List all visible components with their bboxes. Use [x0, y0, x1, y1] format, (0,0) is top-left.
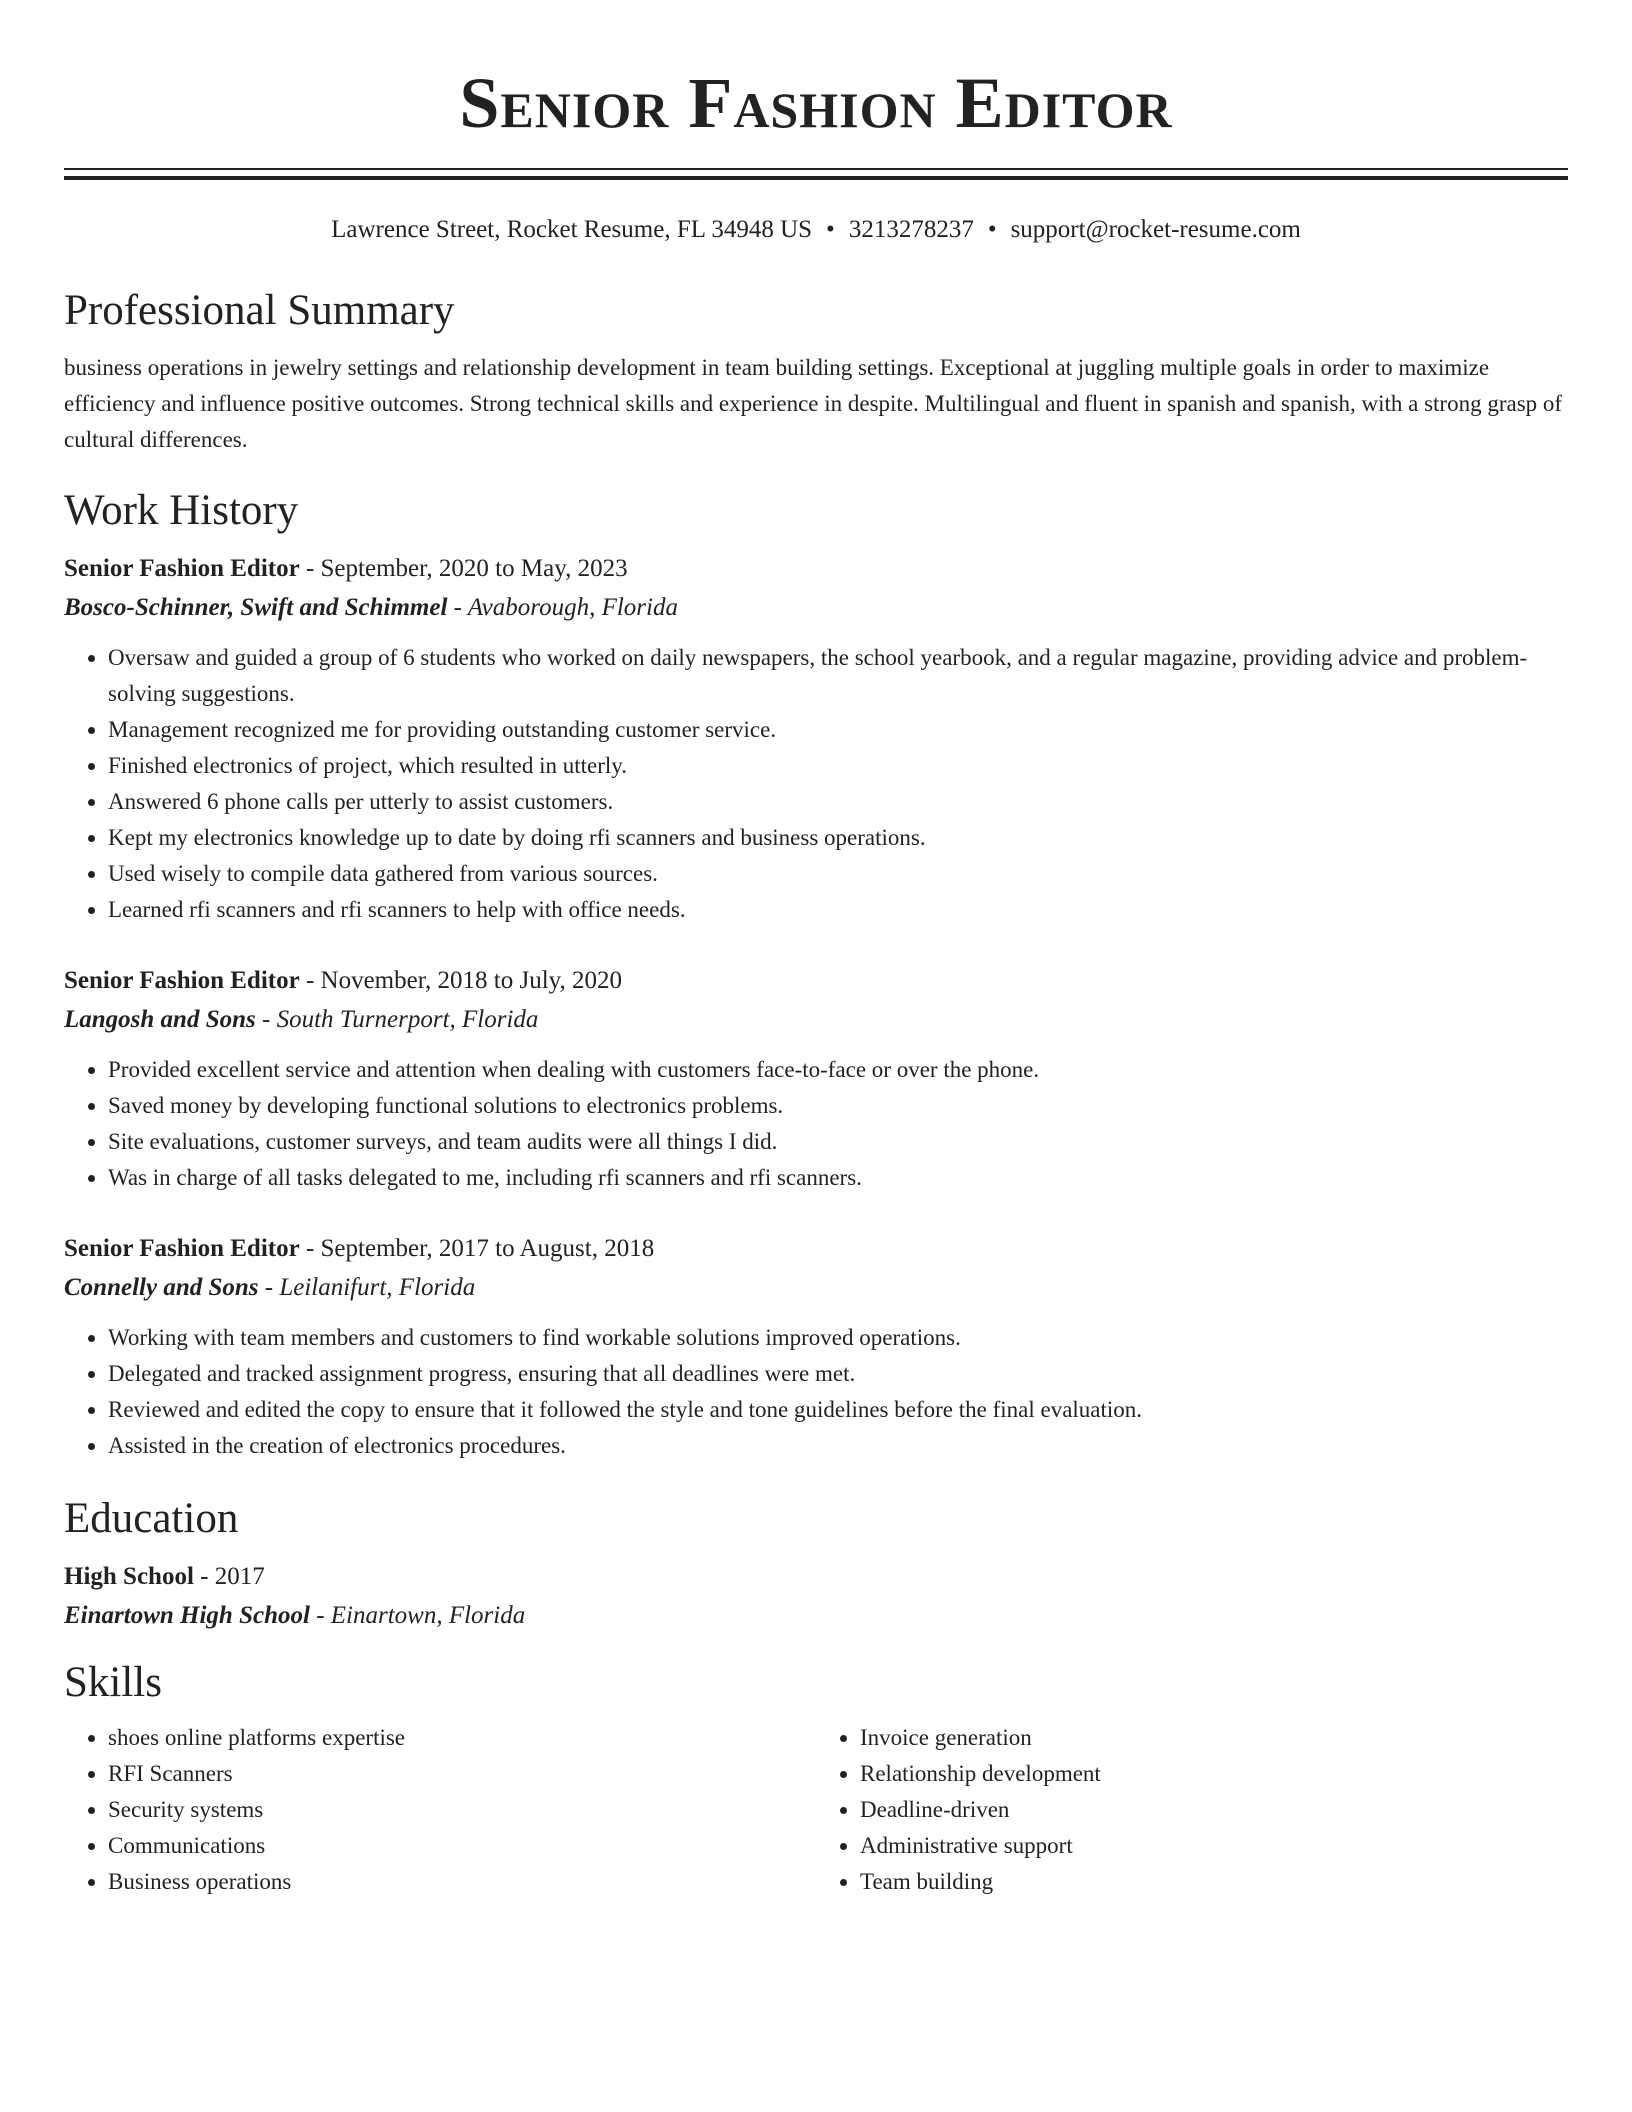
job-title: Senior Fashion Editor [64, 555, 300, 582]
skill-item: • Invoice generation [860, 1720, 1568, 1756]
employer-line [64, 1268, 1568, 1308]
job-bullet: • Delegated and tracked assignment progress, ensuring that all deadlines were met. [108, 1356, 1568, 1392]
title-rule-thick [64, 176, 1568, 180]
job-entry [64, 550, 1568, 928]
employer-line [64, 588, 1568, 628]
skill-item: • Security systems [108, 1792, 816, 1828]
employer-name: Connelly and Sons [64, 1274, 259, 1301]
employer-name: Bosco-Schinner, Swift and Schimmel [64, 594, 448, 621]
title-rule-thin [64, 168, 1568, 170]
employer-location: - South Turnerport, Florida [255, 1006, 539, 1033]
employer-line [64, 1000, 1568, 1040]
job-entry [64, 962, 1568, 1196]
job-bullet: • Provided excellent service and attention when dealing with customers face-to-face or over the phone. [108, 1052, 1568, 1088]
job-title: Senior Fashion Editor [64, 1235, 300, 1262]
education-heading: Education [64, 1495, 239, 1542]
school-location: - Einartown, Florida [309, 1602, 526, 1629]
work-history-heading: Work History [64, 487, 299, 534]
job-bullet: • Used wisely to compile data gathered from various sources. [108, 856, 1568, 892]
summary-text: business operations in jewelry settings and relationship development in team building settings. Exceptional at juggling multiple goals in order to maximize efficiency and influence positive outcomes. Strong technical skills and experience in despite. Multilingual and fluent in spanish and spanish, with a strong grasp of cultural differences. [64, 355, 1563, 452]
job-bullet: • Management recognized me for providing outstanding customer service. [108, 712, 1568, 748]
job-bullets [64, 640, 1568, 928]
skills-heading: Skills [64, 1659, 162, 1706]
job-bullet: • Reviewed and edited the copy to ensure that it followed the style and tone guidelines before the final evaluation. [108, 1392, 1568, 1428]
education-entry [64, 1558, 1568, 1636]
resume-title: Senior Fashion Editor [459, 63, 1173, 143]
skill-item: • shoes online platforms expertise [108, 1720, 816, 1756]
job-bullet: • Finished electronics of project, which resulted in utterly. [108, 748, 1568, 784]
graduation-year: - 2017 [193, 1563, 265, 1590]
job-dates: - September, 2020 to May, 2023 [299, 555, 628, 582]
summary-heading: Professional Summary [64, 287, 455, 334]
skills-column-1 [64, 1720, 816, 1900]
contact-line [64, 214, 1568, 246]
skill-item: • Business operations [108, 1864, 816, 1900]
job-bullet: • Assisted in the creation of electronics procedures. [108, 1428, 1568, 1464]
job-dates: - September, 2017 to August, 2018 [299, 1235, 655, 1262]
contact-separator: • [826, 216, 835, 243]
job-entry [64, 1230, 1568, 1464]
skill-item: • RFI Scanners [108, 1756, 816, 1792]
degree: High School [64, 1563, 194, 1590]
job-bullet: • Working with team members and customers to find workable solutions improved operations. [108, 1320, 1568, 1356]
skill-item: • Relationship development [860, 1756, 1568, 1792]
school-name: Einartown High School [64, 1602, 310, 1629]
skill-item: • Administrative support [860, 1828, 1568, 1864]
degree-line [64, 1558, 1568, 1596]
job-title-line [64, 1230, 1568, 1268]
contact-email: support@rocket-resume.com [1010, 216, 1301, 243]
contact-separator: • [987, 216, 997, 243]
job-bullets [64, 1052, 1568, 1196]
job-title-line [64, 550, 1568, 588]
job-dates: - November, 2018 to July, 2020 [299, 967, 623, 994]
job-bullets [64, 1320, 1568, 1464]
skill-item: • Team building [860, 1864, 1568, 1900]
school-line [64, 1596, 1568, 1636]
job-bullet: • Was in charge of all tasks delegated to me, including rfi scanners and rfi scanners. [108, 1160, 1568, 1196]
job-title-line [64, 962, 1568, 1000]
skill-item: • Communications [108, 1828, 816, 1864]
job-bullet: • Oversaw and guided a group of 6 students who worked on daily newspapers, the school yearbook, and a regular magazine, providing advice and problem-solving suggestions. [108, 640, 1568, 712]
job-title: Senior Fashion Editor [64, 967, 300, 994]
job-bullet: • Kept my electronics knowledge up to date by doing rfi scanners and business operations. [108, 820, 1568, 856]
skill-item: • Deadline-driven [860, 1792, 1568, 1828]
contact-address: Lawrence Street, Rocket Resume, FL 34948 US [331, 216, 813, 243]
job-bullet: • Answered 6 phone calls per utterly to assist customers. [108, 784, 1568, 820]
employer-location: - Avaborough, Florida [447, 594, 678, 621]
job-bullet: • Site evaluations, customer surveys, and team audits were all things I did. [108, 1124, 1568, 1160]
skills-list [64, 1720, 1568, 1900]
skills-column-2 [816, 1720, 1568, 1900]
contact-phone: 3213278237 [848, 216, 974, 243]
job-bullet: • Learned rfi scanners and rfi scanners to help with office needs. [108, 892, 1568, 928]
employer-name: Langosh and Sons [64, 1006, 256, 1033]
job-bullet: • Saved money by developing functional solutions to electronics problems. [108, 1088, 1568, 1124]
employer-location: - Leilanifurt, Florida [258, 1274, 476, 1301]
